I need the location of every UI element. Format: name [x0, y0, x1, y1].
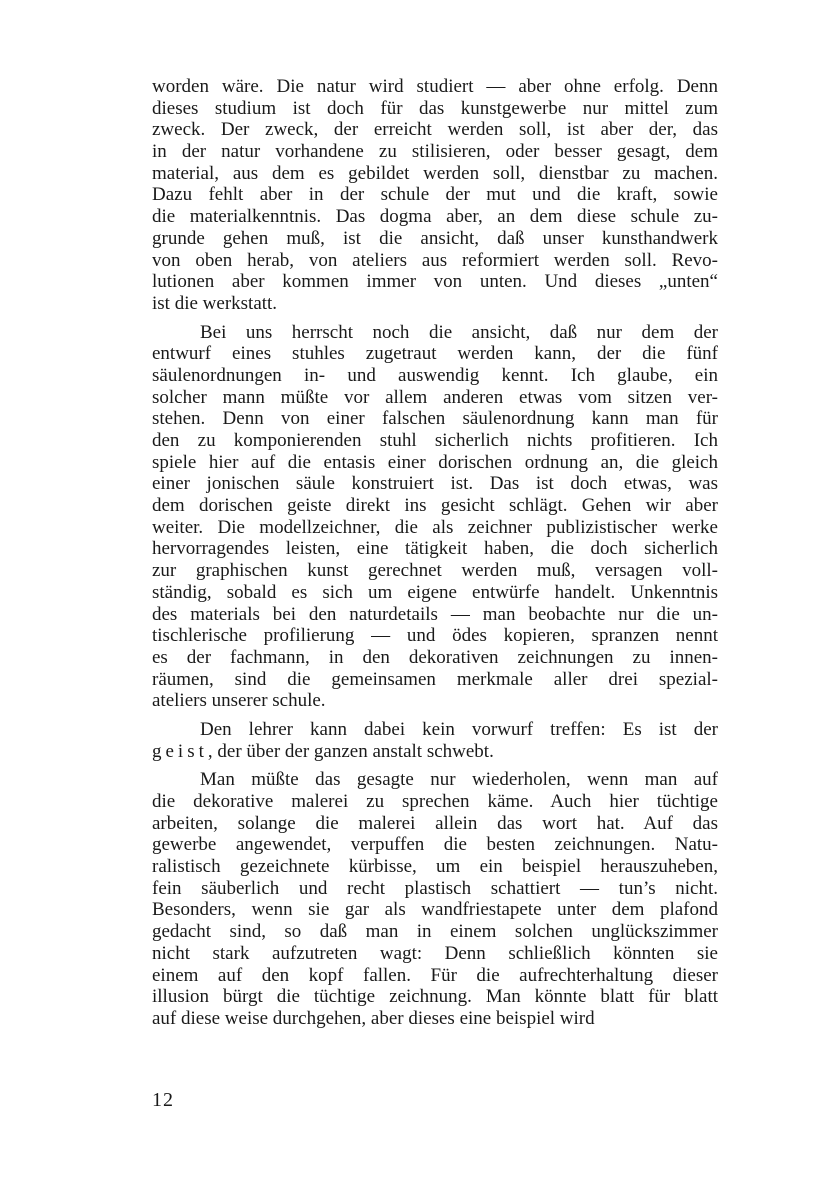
- paragraph: [152, 719, 718, 762]
- text-line: räumen, sind die gemeinsamen merkmale aller drei spezial-: [152, 668, 718, 690]
- text-line: dem dorischen geiste direkt ins gesicht schlägt. Gehen wir aber: [152, 495, 718, 517]
- text-line: ist die werkstatt.: [152, 292, 278, 314]
- text-line: von oben herab, von ateliers aus reformiert werden soll. Revo-: [152, 249, 718, 271]
- text-line: Den lehrer kann dabei kein vorwurf treffen: Es ist der: [200, 718, 718, 740]
- text-line: des materials bei den naturdetails — man beobachte nur die un-: [152, 603, 718, 625]
- text-line: geist, der über der ganzen anstalt schwebt.: [152, 740, 494, 762]
- text-line: dieses studium ist doch für das kunstgewerbe nur mittel zum: [152, 97, 718, 119]
- text-line: lutionen aber kommen immer von unten. Und dieses „unten“: [152, 271, 718, 293]
- body-text: [152, 76, 718, 1030]
- text-line: weiter. Die modellzeichner, die als zeichner publizistischer werke: [152, 516, 718, 538]
- text-line: ralistisch gezeichnete kürbisse, um ein beispiel herauszuheben,: [152, 856, 718, 878]
- paragraph: [152, 76, 718, 315]
- text-line: grunde gehen muß, ist die ansicht, daß unser kunsthandwerk: [152, 227, 718, 249]
- text-line: den zu komponierenden stuhl sicherlich nichts profitieren. Ich: [152, 430, 718, 451]
- text-line: arbeiten, solange die malerei allein das wort hat. Auf das: [152, 812, 718, 834]
- text-line: zweck. Der zweck, der erreicht werden soll, ist aber der, das: [152, 119, 718, 141]
- paragraph: [152, 769, 718, 1029]
- text-line: Bei uns herrscht noch die ansicht, daß nur dem der: [200, 321, 718, 343]
- text-line: Dazu fehlt aber in der schule der mut und die kraft, sowie: [152, 184, 718, 206]
- text-line: Man müßte das gesagte nur wiederholen, wenn man auf: [200, 769, 718, 791]
- text-line: spiele hier auf die entasis einer dorischen ordnung an, die gleich: [152, 451, 718, 473]
- text-line: illusion bürgt die tüchtige zeichnung. Man könnte blatt für blatt: [152, 986, 718, 1008]
- text-line: säulenordnungen in- und auswendig kennt. Ich glaube, ein: [152, 364, 718, 386]
- text-line: stehen. Denn von einer falschen säulenordnung kann man für: [152, 408, 718, 430]
- text-line: nicht stark aufzutreten wagt: Denn schließlich könnten sie: [152, 942, 718, 964]
- text-line: entwurf eines stuhles zugetraut werden kann, der die fünf: [152, 343, 718, 365]
- text-line: die dekorative malerei zu sprechen käme. Auch hier tüchtige: [152, 791, 718, 812]
- text-line: gedacht sind, so daß man in einem solchen unglückszimmer: [152, 921, 718, 943]
- text-line: die materialkenntnis. Das dogma aber, an dem diese schule zu-: [152, 206, 718, 228]
- text-line: zur graphischen kunst gerechnet werden muß, versagen voll-: [152, 560, 718, 582]
- text-line: tischlerische profilierung — und ödes kopieren, spranzen nennt: [152, 625, 718, 647]
- text-line: auf diese weise durchgehen, aber dieses eine beispiel wird: [152, 1007, 595, 1029]
- text-line: einem auf den kopf fallen. Für die aufrechterhaltung dieser: [152, 964, 718, 986]
- text-line: hervorragendes leisten, eine tätigkeit haben, die doch sicherlich: [152, 538, 718, 560]
- text-line: ateliers unserer schule.: [152, 690, 326, 712]
- text-line: es der fachmann, in den dekorativen zeichnungen zu innen-: [152, 646, 718, 668]
- paragraph-gap: [152, 762, 718, 769]
- text-line: material, aus dem es gebildet werden soll, dienstbar zu machen.: [152, 162, 718, 184]
- paragraph-gap: [152, 315, 718, 322]
- text-line: ständig, sobald es sich um eigene entwürfe handelt. Unkenntnis: [152, 581, 718, 603]
- text-line: in der natur vorhandene zu stilisieren, oder besser gesagt, dem: [152, 141, 718, 163]
- text-line: solcher mann müßte vor allem anderen etwas vom sitzen ver-: [152, 386, 718, 408]
- text-line: einer jonischen säule konstruiert ist. Das ist doch etwas, was: [152, 473, 718, 495]
- text-line: fein säuberlich und recht plastisch schattiert — tun’s nicht.: [152, 877, 718, 899]
- page-number: 12: [152, 1089, 174, 1111]
- text-line: worden wäre. Die natur wird studiert — aber ohne erfolg. Denn: [152, 76, 718, 97]
- text-line: Besonders, wenn sie gar als wandfriestapete unter dem plafond: [152, 899, 718, 921]
- paragraph: [152, 322, 718, 712]
- paragraph-gap: [152, 712, 718, 719]
- text-line: gewerbe angewendet, verpuffen die besten zeichnungen. Natu-: [152, 834, 718, 856]
- emphasized-word: geist: [152, 740, 208, 762]
